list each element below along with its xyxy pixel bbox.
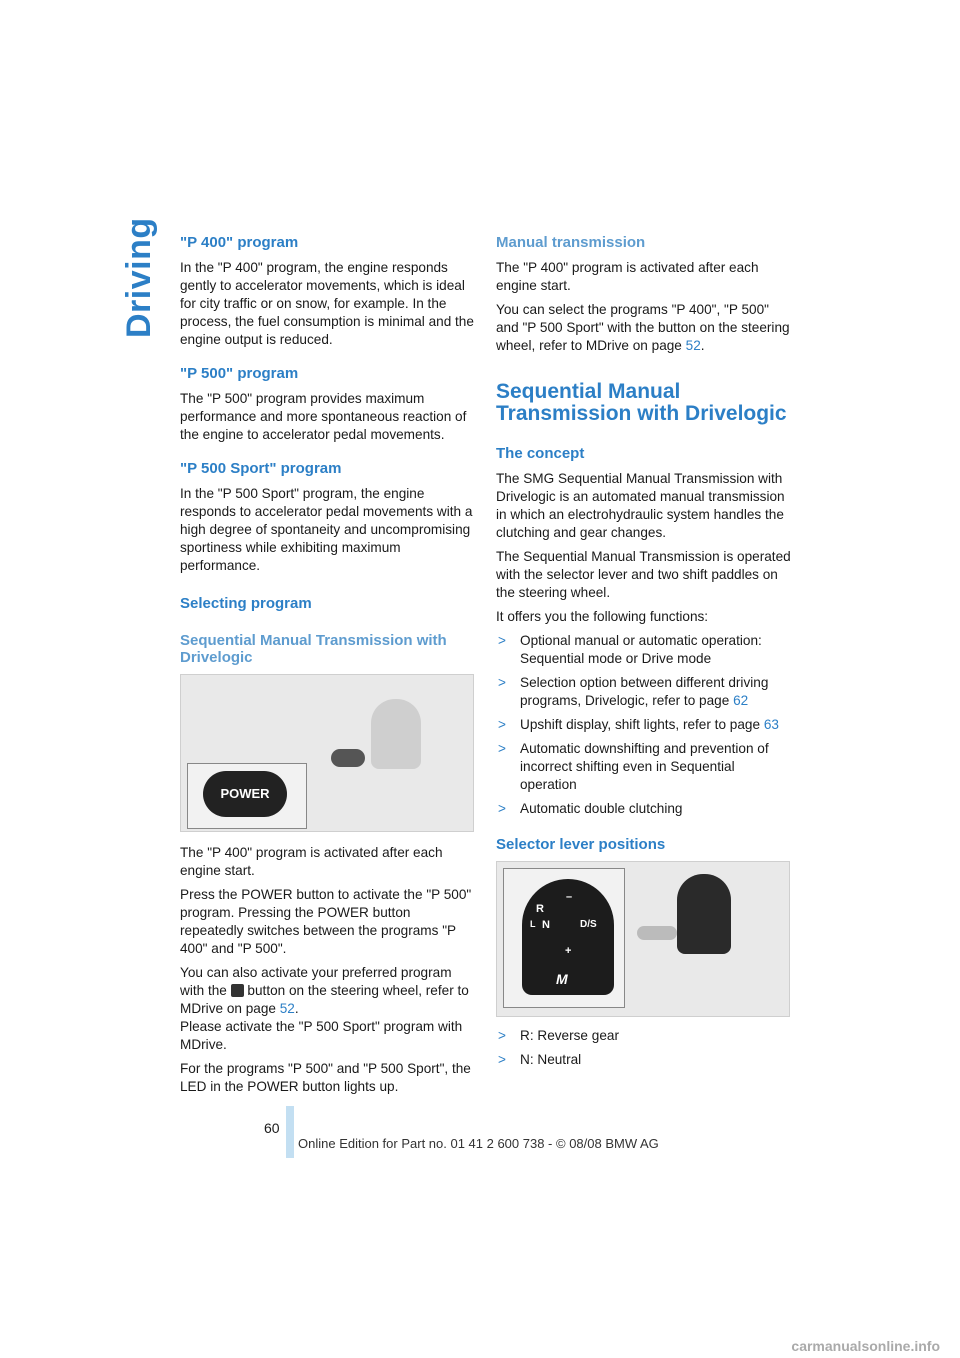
page-link-52[interactable]: 52 bbox=[279, 1001, 295, 1016]
chapter-tab bbox=[118, 217, 158, 348]
chapter-tab-label: Driving bbox=[120, 217, 158, 338]
right-column bbox=[496, 228, 792, 1075]
p500-sport-heading: "P 500 Sport" program bbox=[180, 460, 342, 477]
page-link-63[interactable]: 63 bbox=[763, 717, 779, 732]
left-column bbox=[180, 228, 476, 1102]
selector-knob-inset bbox=[503, 868, 625, 1008]
manual-text-2: You can select the programs "P 400", "P 500" and "P 500 Sport" with the button on the steering wheel, refer to MDrive on page 52. bbox=[496, 302, 790, 353]
list-item: > R: Reverse gear bbox=[498, 1028, 619, 1043]
footer-bar bbox=[286, 1106, 294, 1158]
p500-heading: "P 500" program bbox=[180, 365, 299, 382]
functions-list bbox=[496, 632, 792, 818]
list-item: > Selection option between different driving programs, Drivelogic, refer to page 62 bbox=[498, 675, 769, 708]
list-item: > Upshift display, shift lights, refer to page 63 bbox=[498, 717, 779, 732]
selector-lever-heading: Selector lever positions bbox=[496, 836, 666, 853]
p400-text: In the "P 400" program, the engine responds gently to accelerator movements, which is ideal for city traffic or on snow, for example. In the process, the fuel consumption is minimal and the engine output is reduced. bbox=[180, 260, 474, 347]
shift-buttons-photo bbox=[637, 926, 677, 940]
section-heading: Sequential Manual Transmission with Drivelogic bbox=[496, 380, 787, 425]
list-item: > Automatic double clutching bbox=[498, 801, 683, 816]
smg-heading: Sequential Manual Transmission with Drivelogic bbox=[180, 632, 447, 666]
concept-heading: The concept bbox=[496, 445, 585, 462]
concept-text-2: The Sequential Manual Transmission is operated with the selector lever and two shift paddles on the steering wheel. bbox=[496, 549, 791, 600]
concept-text-1: The SMG Sequential Manual Transmission with Drivelogic is an automated manual transmission in which an electrohydraulic system handles the clutching and gear changes. bbox=[496, 471, 785, 540]
selecting-program-heading: Selecting program bbox=[180, 595, 312, 612]
power-button-photo bbox=[331, 749, 365, 767]
page-link-52[interactable]: 52 bbox=[685, 338, 701, 353]
manual-text-1: The "P 400" program is activated after each engine start. bbox=[496, 260, 759, 293]
footer-text: Online Edition for Part no. 01 41 2 600 738 - © 08/08 BMW AG bbox=[298, 1136, 659, 1151]
lever-positions-list bbox=[496, 1027, 792, 1069]
power-button-figure bbox=[180, 674, 474, 832]
p400-heading: "P 400" program bbox=[180, 234, 299, 251]
power-button-icon: POWER bbox=[203, 771, 287, 817]
list-item: > Optional manual or automatic operation: Sequential mode or Drive mode bbox=[498, 633, 762, 666]
after-figure-text-3: You can also activate your preferred program with the button on the steering wheel, refer to MDrive on page 52. Please activate the "P 500 Sport" program with MDrive. bbox=[180, 965, 469, 1052]
concept-text-3: It offers you the following functions: bbox=[496, 609, 709, 624]
selector-lever-photo bbox=[677, 874, 731, 954]
manual-transmission-heading: Manual transmission bbox=[496, 234, 646, 251]
list-item: > N: Neutral bbox=[498, 1052, 582, 1067]
list-item: > Automatic downshifting and prevention of incorrect shifting even in Sequential operation bbox=[498, 741, 769, 792]
mdrive-icon bbox=[231, 984, 244, 997]
p500-sport-text: In the "P 500 Sport" program, the engine responds to accelerator pedal movements with a high degree of spontaneity and uncompromising sportiness while exhibiting maximum performance. bbox=[180, 486, 473, 573]
after-figure-text-1: The "P 400" program is activated after each engine start. bbox=[180, 845, 443, 878]
page-link-62[interactable]: 62 bbox=[733, 693, 749, 708]
after-figure-text-2: Press the POWER button to activate the "P 500" program. Pressing the POWER button repeatedly switches between the programs "P 400" and "P 500". bbox=[180, 887, 472, 956]
after-figure-text-4: For the programs "P 500" and "P 500 Sport", the LED in the POWER button lights up. bbox=[180, 1061, 471, 1094]
selector-lever-photo bbox=[371, 699, 421, 769]
p500-text: The "P 500" program provides maximum performance and more spontaneous reaction of the engine to accelerator pedal movements. bbox=[180, 391, 467, 442]
watermark: carmanualsonline.info bbox=[791, 1338, 940, 1354]
page-number: 60 bbox=[264, 1120, 280, 1136]
selector-lever-figure bbox=[496, 861, 790, 1017]
selector-knob-icon: R N L – D/S + M bbox=[522, 879, 614, 995]
